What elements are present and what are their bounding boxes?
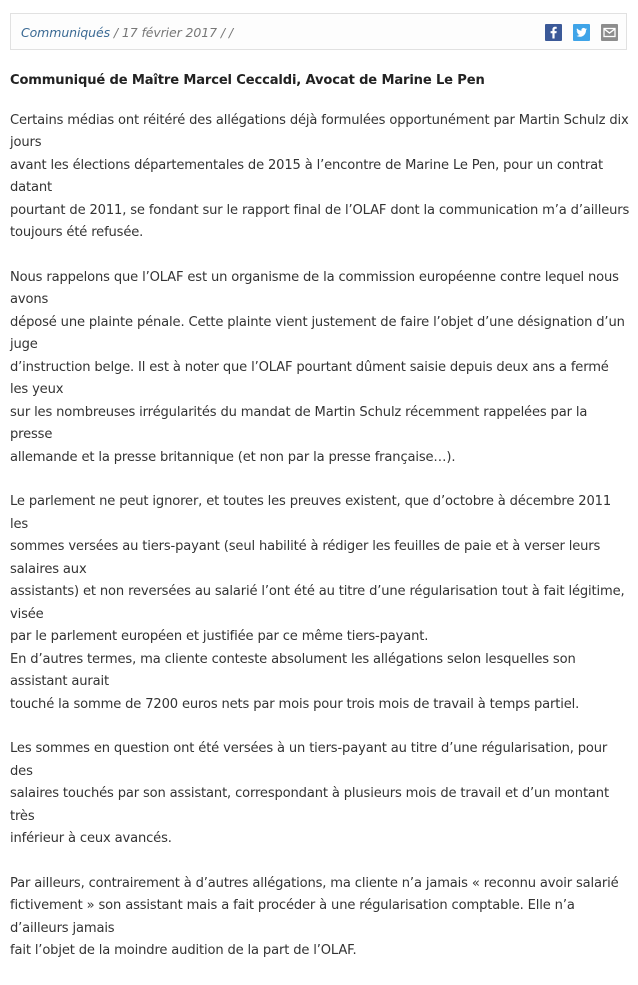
paragraph-line: fait l’objet de la moindre audition de la part de l’OLAF.	[10, 943, 357, 958]
paragraph-line: salaires touchés par son assistant, correspondant à plusieurs mois de travail et d’un montant très	[10, 786, 609, 824]
paragraph-line: déposé une plainte pénale. Cette plainte vient justement de faire l’objet d’une désignation d’un juge	[10, 314, 625, 352]
article-paragraph	[10, 738, 630, 851]
mail-icon[interactable]	[601, 24, 618, 41]
article-paragraph	[10, 267, 630, 470]
paragraph-line: Les sommes en question ont été versées à un tiers-payant au titre d’une régularisation, pour des	[10, 741, 608, 779]
paragraph-line: par le parlement européen et justifiée par ce même tiers-payant.	[10, 629, 429, 644]
article-paragraph	[10, 873, 630, 963]
post-date: 17 février 2017	[121, 25, 217, 40]
twitter-icon[interactable]	[573, 24, 590, 41]
facebook-icon[interactable]	[545, 24, 562, 41]
category-link[interactable]: Communiqués	[21, 25, 111, 40]
paragraph-line: Le parlement ne peut ignorer, et toutes les preuves existent, que d’octobre à décembre 2011 les	[10, 494, 612, 532]
paragraph-line: assistants) et non reversées au salarié l’ont été au titre d’une régularisation tout à fait légitime, visée	[10, 584, 625, 622]
paragraph-line: avant les élections départementales de 2015 à l’encontre de Marine Le Pen, pour un contrat datant	[10, 157, 604, 195]
post-meta-bar	[10, 13, 627, 50]
article-title: Communiqué de Maître Marcel Ceccaldi, Avocat de Marine Le Pen	[10, 73, 485, 88]
meta-separator: /	[110, 25, 122, 40]
article-body	[10, 70, 630, 985]
post-meta	[21, 25, 233, 40]
paragraph-line: sur les nombreuses irrégularités du mandat de Martin Schulz récemment rappelées par la presse	[10, 404, 588, 442]
paragraph-line: Par ailleurs, contrairement à d’autres allégations, ma cliente n’a jamais « reconnu avoir salarié	[10, 875, 619, 891]
paragraph-line: touché la somme de 7200 euros nets par mois pour trois mois de travail à temps partiel.	[10, 696, 580, 712]
paragraph-line: d’instruction belge. Il est à noter que l’OLAF pourtant dûment saisie depuis deux ans a fermé les yeux	[10, 359, 609, 397]
paragraph-line: allemande et la presse britannique (et non par la presse française…).	[10, 449, 456, 465]
paragraph-line: Certains médias ont réitéré des allégations déjà formulées opportunément par Martin Schulz dix jours	[10, 112, 629, 150]
paragraph-line: fictivement » son assistant mais a fait procéder à une régularisation comptable. Elle n’a d’ailleurs jamais	[10, 898, 575, 936]
paragraph-line: Nous rappelons que l’OLAF est un organisme de la commission européenne contre lequel nous avons	[10, 269, 619, 307]
article-paragraph	[10, 110, 630, 245]
article-paragraphs	[10, 110, 630, 963]
paragraph-line: sommes versées au tiers-payant (seul habilité à rédiger les feuilles de paie et à verser leurs salaires aux	[10, 539, 601, 577]
article-paragraph	[10, 491, 630, 716]
meta-separator-trailing: / /	[216, 25, 233, 40]
share-buttons	[545, 24, 618, 41]
paragraph-line: En d’autres termes, ma cliente conteste absolument les allégations selon lesquelles son assistant aurait	[10, 651, 576, 689]
paragraph-line: toujours été refusée.	[10, 225, 144, 240]
paragraph-line: pourtant de 2011, se fondant sur le rapport final de l’OLAF dont la communication m’a d’ailleurs	[10, 202, 630, 218]
paragraph-line: inférieur à ceux avancés.	[10, 831, 172, 846]
